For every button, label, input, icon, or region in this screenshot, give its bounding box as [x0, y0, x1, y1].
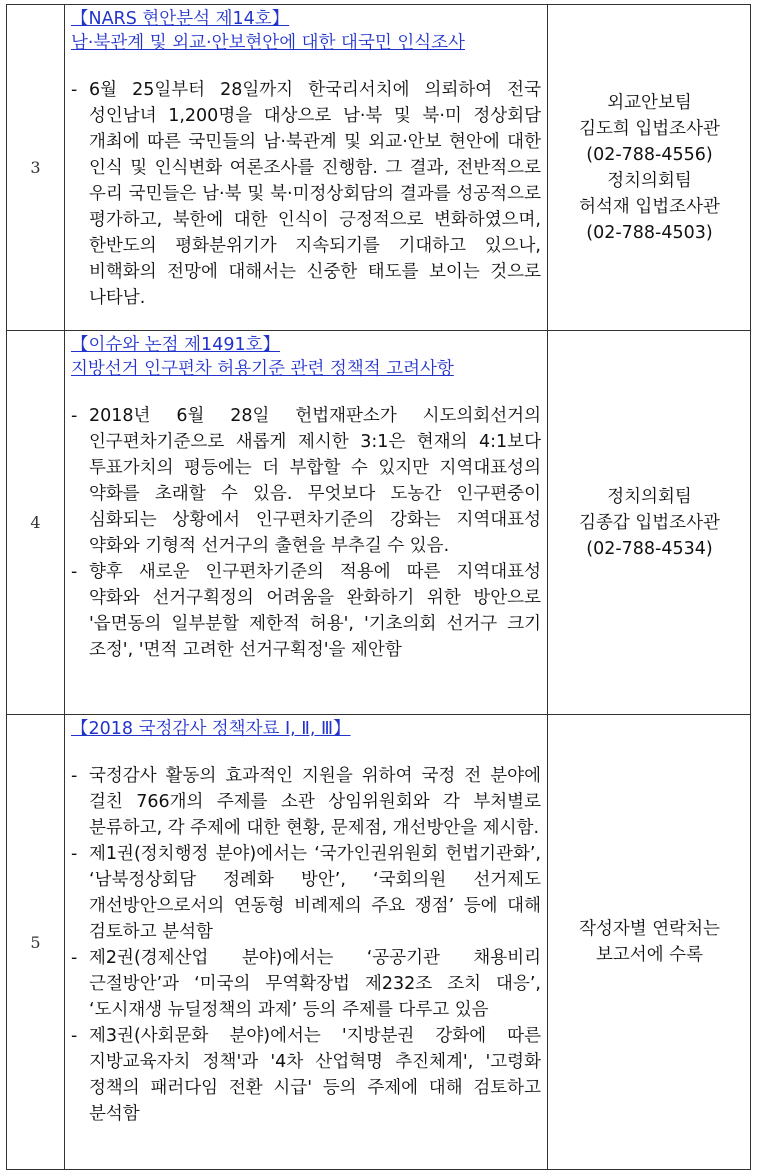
contact-line: 정치의회팀 — [607, 170, 692, 191]
report-table — [6, 4, 751, 1170]
report-summary-cell — [65, 715, 548, 1169]
table-row — [7, 331, 750, 715]
report-summary-cell — [65, 331, 548, 714]
report-summary-cell — [65, 5, 548, 330]
contact-line: 허석재 입법조사관 — [579, 196, 720, 217]
contact-phone: (02-788-4534) — [586, 538, 713, 559]
summary-item: - 국정감사 활동의 효과적인 지원을 위하여 국정 전 분야에 걸친 766개의 주제를 소관 상임위원회와 각 부처별로 분류하고, 각 주제에 대한 현황, 문제점, 개선방안을 제시함. — [71, 766, 541, 838]
contact-line: 김종갑 입법조사관 — [579, 512, 720, 533]
report-type-link[interactable]: 【이슈와 논점 제1491호】 — [71, 335, 280, 355]
contact-line: 정치의회팀 — [607, 486, 692, 507]
report-type-link[interactable]: 【NARS 현안분석 제14호】 — [71, 9, 290, 29]
report-title-link[interactable]: 지방선거 인구편차 허용기준 관련 정책적 고려사항 — [71, 359, 454, 379]
report-title-link[interactable]: 남·북관계 및 외교·안보현안에 대한 대국민 인식조사 — [71, 33, 465, 53]
contact-line: 외교안보팀 — [607, 92, 692, 113]
summary-item: - 제3권(사회문화 분야)에서는 '지방분권 강화에 따른 지방교육자치 정책'과 '4차 산업혁명 추진체계', '고령화 정책의 패러다임 전환 시급' 등의 주제에 대해 검토하고 분석함 — [71, 1026, 541, 1124]
report-type-link[interactable]: 【2018 국정감사 정책자료 Ⅰ, Ⅱ, Ⅲ】 — [71, 719, 351, 739]
contact-cell — [549, 715, 750, 1169]
summary-item: - 제1권(정치행정 분야)에서는 ‘국가인권위원회 헌법기관화’, ‘남북정상회담 정례화 방안’, ‘국회의원 선거제도 개선방안으로서의 연동형 비례제의 주요 쟁점’ 등에 대해 검토하고 분석함 — [71, 844, 541, 942]
row-number: 5 — [7, 715, 65, 1169]
contact-line: 작성자별 연락처는 — [579, 919, 720, 939]
row-number: 3 — [7, 5, 65, 330]
contact-phone: (02-788-4556) — [586, 144, 713, 165]
contact-line: 김도희 입법조사관 — [579, 118, 720, 139]
contact-cell — [549, 5, 750, 330]
contact-cell — [549, 331, 750, 714]
contact-phone: (02-788-4503) — [586, 222, 713, 243]
summary-item: - 2018년 6월 28일 헌법재판소가 시도의회선거의 인구편차기준으로 새롭게 제시한 3:1은 현재의 4:1보다 투표가치의 평등에는 더 부합할 수 있지만 지역대표성의 약화를 초래할 수 있음. 무엇보다 도농간 인구편중이 심화되는 상황에서 인구편차기준의 강화는 지역대표성 약화와 기형적 선거구의 출현을 부추길 수 있음. — [71, 406, 541, 556]
row-number: 4 — [7, 331, 65, 714]
table-row — [7, 715, 750, 1169]
summary-item: - 6월 25일부터 28일까지 한국리서치에 의뢰하여 전국 성인남녀 1,200명을 대상으로 남·북 및 북·미 정상회담 개최에 따른 국민들의 남·북관계 및 외교·안보 현안에 대한 인식 및 인식변화 여론조사를 진행함. 그 결과, 전반적으로 우리 국민들은 남·북 및 북·미정상회담의 결과를 성공적으로 평가하고, 북한에 대한 인식이 긍정적으로 변화하였으며, 한반도의 평화분위기가 지속되기를 기대하고 있으나, 비핵화의 전망에 대해서는 신중한 태도를 보이는 것으로 나타남. — [71, 80, 541, 308]
summary-item: - 제2권(경제산업 분야)에서는 ‘공공기관 채용비리 근절방안’과 ‘미국의 무역확장법 제232조 조치 대응’, ‘도시재생 뉴딜정책의 과제’ 등의 주제를 다루고 있음 — [71, 948, 541, 1020]
table-row — [7, 5, 750, 331]
summary-item: - 향후 새로운 인구편차기준의 적용에 따른 지역대표성 약화와 선거구획정의 어려움을 완화하기 위한 방안으로 '읍면동의 일부분할 제한적 허용', '기초의회 선거구 크기 조정', '면적 고려한 선거구획정'을 제안함 — [71, 562, 541, 660]
contact-line: 보고서에 수록 — [596, 945, 703, 965]
